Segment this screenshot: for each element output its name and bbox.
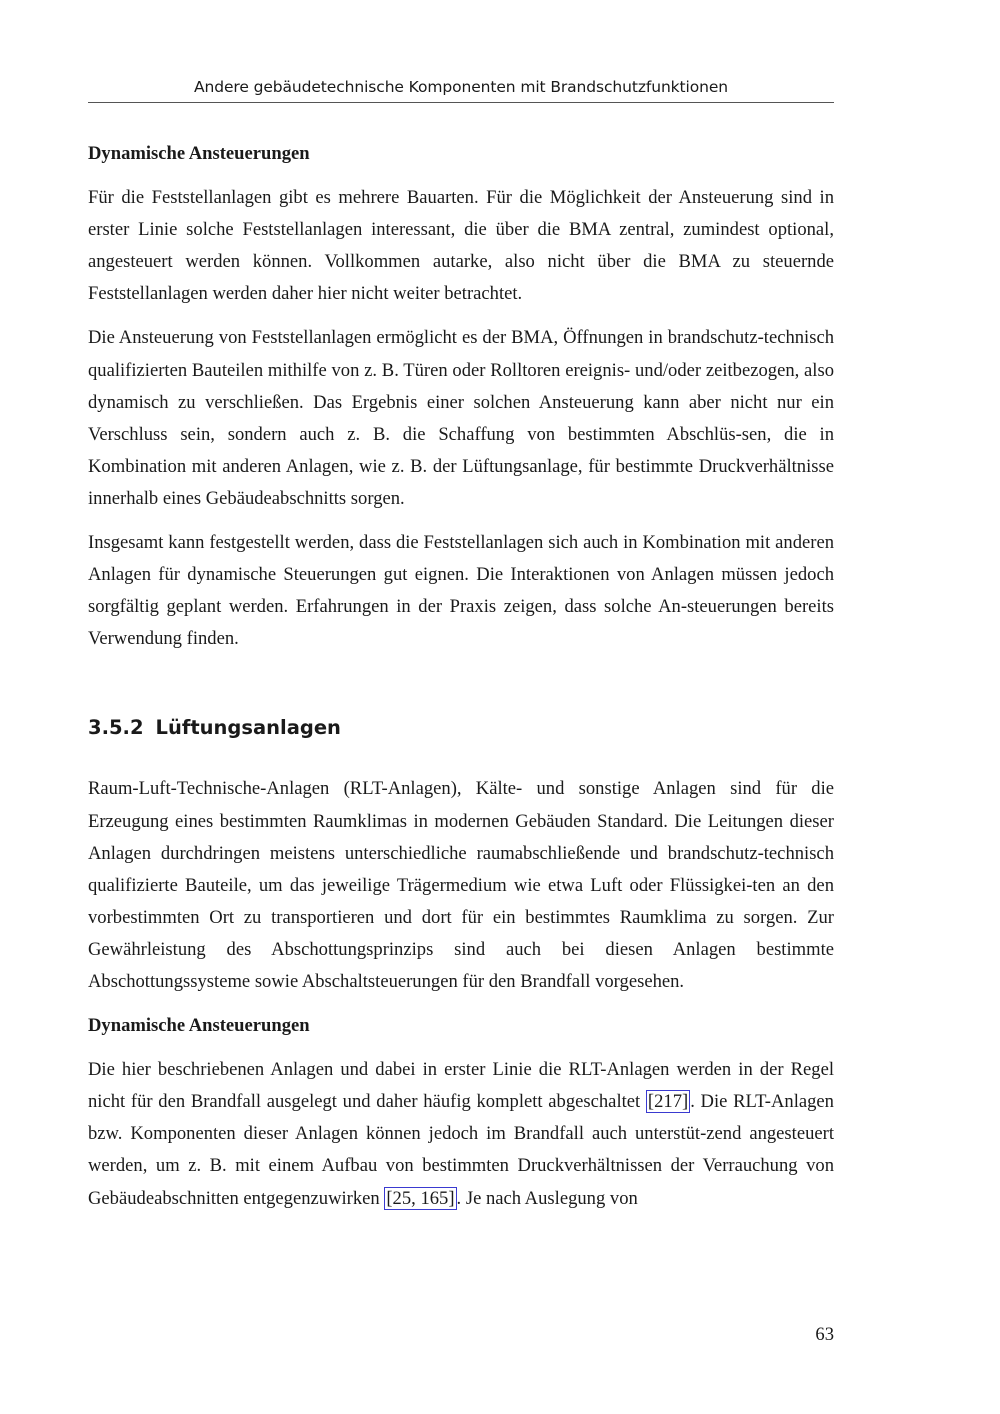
paragraph-text: . Die RLT-Anlagen bzw. Komponenten dieser Anlagen können jedoch im Brandfall auch unterstüt-zend angesteuert werden, um z. B. mit einem Aufbau von bestimmten Druckverhältnissen der Verrauchung von Gebäudeabschnitten entgegenzuwirken	[88, 1091, 834, 1209]
page-number: 63	[815, 1324, 834, 1345]
citation-link[interactable]: [217]	[647, 1091, 689, 1113]
subsection-heading: Dynamische Ansteuerungen	[88, 1015, 310, 1037]
paragraph: Die Ansteuerung von Feststellanlagen ermöglicht es der BMA, Öffnungen in brandschutz-technisch qualifizierten Bauteilen mithilfe von z. B. Türen oder Rolltoren ereignis- und/oder zeitbezogen, also dynamisch zu verschließen. Das Ergebnis einer solchen Ansteuerung kann aber nicht nur ein Verschluss sein, sondern auch z. B. die Schaffung von bestimmten Abschlüs-sen, die in Kombination mit anderen Anlagen, wie z. B. der Lüftungsanlage, für bestimmte Druckverhältnisse innerhalb eines Gebäudeabschnitts sorgen.	[88, 327, 834, 509]
section-title: Lüftungsanlagen	[155, 716, 341, 740]
citation-link[interactable]: [25, 165]	[386, 1187, 455, 1209]
body-text	[88, 138, 834, 1227]
paragraph: Raum-Luft-Technische-Anlagen (RLT-Anlagen), Kälte- und sonstige Anlagen sind für die Erzeugung eines bestimmten Raumklimas in modernen Gebäuden Standard. Die Leitungen dieser Anlagen durchdringen meistens unterschiedliche raumabschließende und brandschutz-technisch qualifizierte Bauteile, um das jeweilige Trägermedium wie etwa Luft oder Flüssigkei-ten an den vorbestimmten Ort zu transportieren und dort für ein bestimmtes Raumklima zu sorgen. Zur Gewährleistung des Abschottungsprinzips sind auch bei diesen Anlagen bestimmte Abschottungssysteme sowie Abschaltsteuerungen für den Brandfall vorgesehen.	[88, 778, 834, 992]
paragraph-text: . Je nach Auslegung von	[456, 1187, 638, 1209]
section-heading	[88, 715, 834, 741]
paragraph-text: Die hier beschriebenen Anlagen und dabei in erster Linie die RLT-Anlagen werden in der Regel nicht für den Brandfall ausgelegt und daher häufig komplett abgeschaltet	[88, 1059, 834, 1113]
paragraph	[88, 1054, 834, 1214]
section-number: 3.5.2	[88, 716, 144, 740]
paragraph: Für die Feststellanlagen gibt es mehrere Bauarten. Für die Möglichkeit der Ansteuerung sind in erster Linie solche Feststellanlagen interessant, die über die BMA zentral, zumindest optional, angesteuert werden können. Vollkommen autarke, also nicht über die BMA zu steuernde Feststellanlagen werden daher hier nicht weiter betrachtet.	[88, 187, 834, 305]
paragraph: Insgesamt kann festgestellt werden, dass die Feststellanlagen sich auch in Kombination mit anderen Anlagen für dynamische Steuerungen gut eignen. Die Interaktionen von Anlagen müssen jedoch sorgfältig geplant werden. Erfahrungen in der Praxis zeigen, dass solche An-steuerungen bereits Verwendung finden.	[88, 532, 834, 650]
subsection-heading: Dynamische Ansteuerungen	[88, 143, 310, 164]
running-header: Andere gebäudetechnische Komponenten mit Brandschutzfunktionen	[88, 74, 834, 103]
